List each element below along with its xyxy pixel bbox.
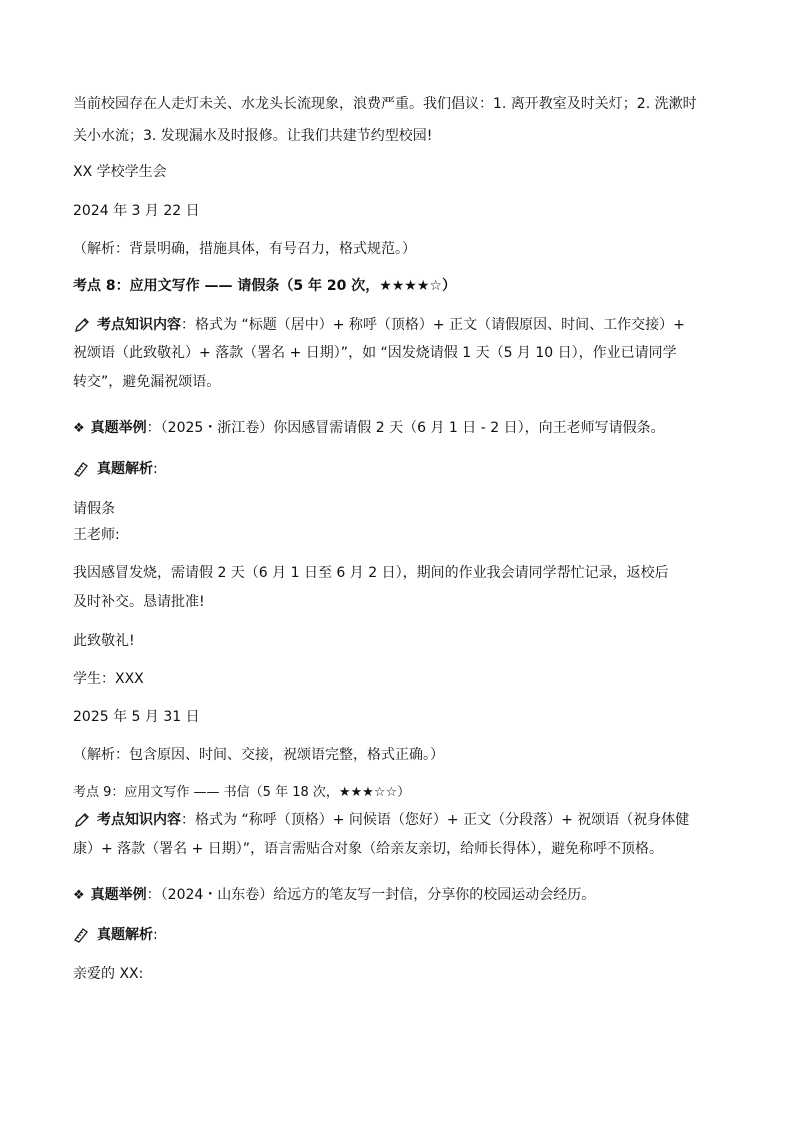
point8-analysis-colon: : <box>153 461 158 477</box>
note-title: 请假条 <box>73 501 115 517</box>
intro-line-2: 关小水流；3. 发现漏水及时报修。让我们共建节约型校园! <box>73 128 433 144</box>
pencil-ruler-icon <box>73 926 91 944</box>
point9-analysis-label: 真题解析 <box>97 927 153 943</box>
note-sign: 学生：XXX <box>73 671 144 687</box>
intro-date: 2024 年 3 月 22 日 <box>73 203 200 219</box>
point9-knowledge-label: 考点知识内容 <box>97 812 181 828</box>
point9-analysis-heading <box>73 925 158 945</box>
note-salutation: 王老师: <box>73 527 120 543</box>
note-body-line-2: 及时补交。恳请批准! <box>73 594 205 610</box>
note-analysis: （解析：包含原因、时间、交接，祝颂语完整，格式正确。） <box>73 747 444 763</box>
point8-analysis-heading <box>73 459 158 479</box>
point8-example-label: 真题举例 <box>90 420 147 436</box>
diamond-bullet-icon: ❖ <box>73 421 85 436</box>
point8-knowledge-line-1 <box>73 315 685 335</box>
point9-knowledge-text: ：格式为 “称呼（顶格）+ 问候语（您好）+ 正文（分段落）+ 祝颂语（祝身体健 <box>181 812 690 828</box>
point9-analysis-colon: : <box>153 927 158 943</box>
intro-analysis: （解析：背景明确，措施具体，有号召力，格式规范。） <box>73 241 416 257</box>
point9-heading: 考点 9：应用文写作 —— 书信（5 年 18 次，★★★☆☆） <box>73 785 411 800</box>
note-body-line-1: 我因感冒发烧，需请假 2 天（6 月 1 日至 6 月 2 日），期间的作业我会请同学帮忙记录，返校后 <box>73 565 669 581</box>
note-date: 2025 年 5 月 31 日 <box>73 709 200 725</box>
intro-signature: XX 学校学生会 <box>73 164 167 180</box>
pencil-icon <box>73 811 91 829</box>
point9-example-label: 真题举例 <box>90 887 147 903</box>
point9-example <box>73 885 595 906</box>
point9-knowledge-line-2: 康）+ 落款（署名 + 日期）”，语言需贴合对象（给亲友亲切，给师长得体），避免称呼不顶格。 <box>73 841 664 857</box>
point8-example <box>73 418 665 439</box>
point9-example-text: ：（2024・山东卷）给远方的笔友写一封信，分享你的校园运动会经历。 <box>146 887 596 903</box>
diamond-bullet-icon: ❖ <box>73 888 85 903</box>
point9-knowledge-line-1 <box>73 810 689 830</box>
intro-line-1: 当前校园存在人走灯未关、水龙头长流现象，浪费严重。我们倡议：1. 离开教室及时关灯；2. 洗漱时 <box>73 96 697 112</box>
point8-knowledge-line-3: 转交”，避免漏祝颂语。 <box>73 374 221 390</box>
point8-example-text: ：（2025・浙江卷）你因感冒需请假 2 天（6 月 1 日 - 2 日），向王老师写请假条。 <box>146 420 665 436</box>
note-closing: 此致敬礼! <box>73 633 135 649</box>
point8-heading: 考点 8：应用文写作 —— 请假条（5 年 20 次，★★★★☆） <box>73 278 456 294</box>
point8-knowledge-line-2: 祝颂语（此致敬礼）+ 落款（署名 + 日期）”，如 “因发烧请假 1 天（5 月 10 日），作业已请同学 <box>73 345 677 361</box>
pencil-ruler-icon <box>73 460 91 478</box>
letter-salutation: 亲爱的 XX: <box>73 966 144 982</box>
pencil-icon <box>73 316 91 334</box>
point8-analysis-label: 真题解析 <box>97 461 153 477</box>
point8-knowledge-text: ：格式为 “标题（居中）+ 称呼（顶格）+ 正文（请假原因、时间、工作交接）+ <box>181 317 685 333</box>
point8-knowledge-label: 考点知识内容 <box>97 317 181 333</box>
